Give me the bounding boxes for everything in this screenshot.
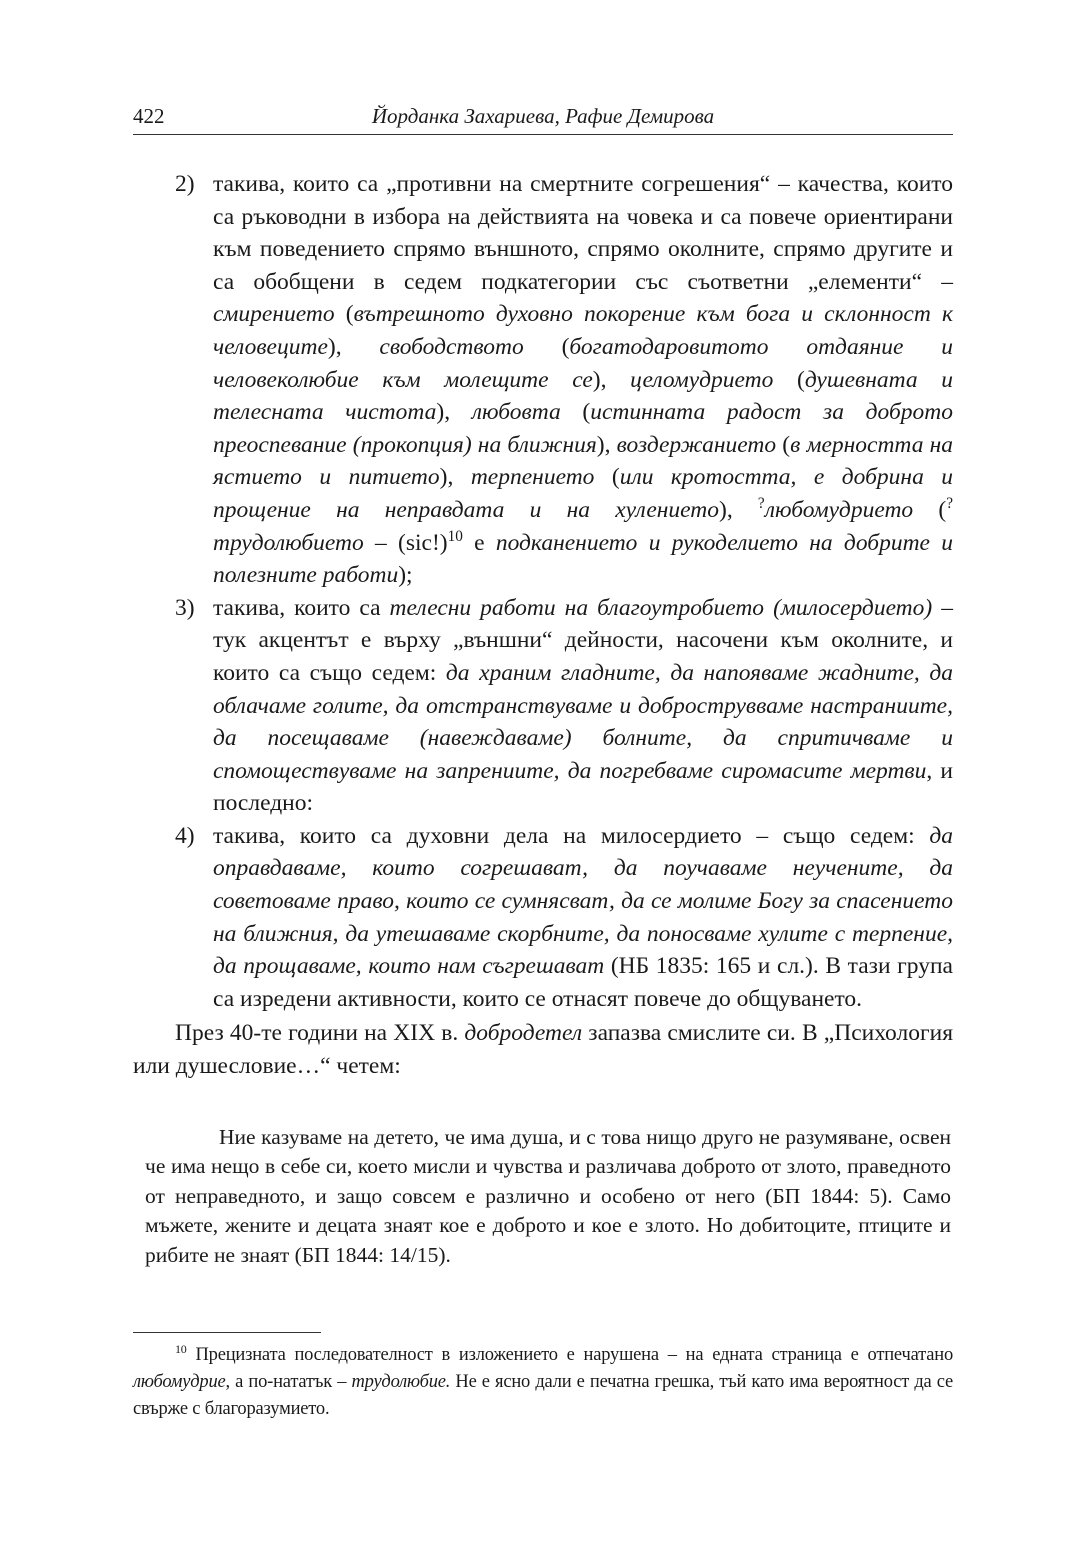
- text-run: Прецизната последователност в изложението е нарушена – на едната страница е отпечатано: [186, 1345, 953, 1365]
- text-run: През 40-те години на XIX в.: [175, 1020, 465, 1047]
- text-run: такива, които са: [213, 594, 390, 621]
- term: любомудрие: [133, 1372, 226, 1392]
- term: трудолюбието: [213, 529, 364, 556]
- list-number: 3): [175, 594, 195, 621]
- main-text: [133, 168, 953, 1270]
- term: трудолюбие.: [351, 1372, 451, 1392]
- running-title: Йорданка Захариева, Рафие Демирова: [371, 104, 715, 128]
- text-run: (: [560, 399, 591, 426]
- text-run: ),: [439, 464, 471, 491]
- quotation-inline: да храним гладните, да напояваме жадните, да облачаме голите, да отстранствуваме и доброструвваме настраниите, да посещаваме (навеждаваме) болните, да спритичваме и спомоществуваме на запрениите, да погребваме сиромасите мертви: [213, 659, 953, 784]
- text-run: (НБ 1835: 165 и сл.). В тази група са изредени активности, които се отнасят повече до общуването.: [213, 953, 953, 1012]
- text-run: ),: [327, 333, 380, 360]
- text-run: – тук акцентът е върху „външни“ дейности, насочени към околните, и които са също седем:: [213, 594, 954, 686]
- text-run: ),: [596, 431, 617, 458]
- list-number: 4): [175, 822, 195, 849]
- gloss: богатодаровитото отдаяние и человеколюбие към молещите се: [213, 333, 954, 393]
- text-run: (: [594, 464, 620, 491]
- text-run: – (sic!): [363, 529, 448, 556]
- text-run: ),: [719, 496, 758, 523]
- text-run: (: [776, 431, 791, 458]
- text-run: такива, които са „противни на смертните согрешения“ – качества, които са ръководни в избора на действията на човека и са повече ориентирани към поведението спрямо външното, спрямо околните, спрямо другите и са обобщени в седем подкатегории със съответни „елементи“ –: [213, 171, 953, 295]
- term: любомудрието: [764, 496, 914, 523]
- text-run: е: [462, 529, 496, 556]
- gloss: подканението и рукоделието на добрите и полезните работи: [213, 529, 953, 589]
- quotation-inline: да оправдаваме, които согрешават, да поучаваме неучените, да советоваме право, които се сумнясват, да се молиме Богу за спасението на ближния, да утешаваме скорбните, да поносваме хулите с терпение, да прощаваме, които нам съгрешават: [213, 822, 953, 980]
- footnote: [133, 1342, 953, 1423]
- footnote-number: 10: [175, 1341, 187, 1356]
- gloss: вътрешното духовно покорение към бога и склонност к человеците: [213, 301, 953, 360]
- body-paragraph: [133, 1017, 953, 1082]
- text-run: запазва смислите си. В „Психология или душесловие…“ четем:: [133, 1020, 953, 1080]
- text-run: Не е ясно дали е печатна грешка, тъй като има вероятност да се свърже с благоразумието.: [133, 1372, 953, 1419]
- query-mark: ?: [757, 495, 765, 513]
- term: воздержанието: [616, 431, 777, 458]
- term: смирението: [213, 301, 335, 328]
- text-run: такива, които са духовни дела на милосердието – също седем:: [213, 822, 930, 849]
- block-quote: Ние казуваме на детето, че има душа, и с това нищо друго не разумяване, освен че има нещо в себе си, което мисли и чувства и различава доброто от злото, праведното от неправедното, и защо совсем е различно и особено от него (БП 1844: 5). Само мъжете, жените и децата знаят кое е доброто и кое е злото. Но добитоците, птиците и рибите не знаят (БП 1844: 14/15).: [145, 1124, 951, 1267]
- query-mark: ?: [946, 495, 953, 513]
- text-run: ),: [436, 399, 472, 426]
- text-run: (: [773, 366, 805, 393]
- gloss: душевната и телесната чистота: [213, 366, 954, 426]
- term: терпението: [470, 464, 595, 491]
- footnote-divider: [133, 1332, 321, 1333]
- running-header: [133, 100, 953, 135]
- list-item-2: [133, 168, 953, 592]
- text-run: );: [398, 562, 413, 589]
- gloss: или кротостта, е добрина и прощение на неправдата и на хулението: [213, 464, 954, 523]
- page-number: 422: [133, 104, 165, 128]
- text-run: , а по-нататък –: [225, 1372, 352, 1392]
- term: любовта: [471, 399, 561, 426]
- text-run: (: [523, 333, 570, 360]
- gloss: в мерността на ястието и питието: [213, 431, 953, 491]
- text-run: , и последно:: [213, 757, 954, 817]
- text-run: (: [334, 301, 354, 328]
- term: добродетел: [464, 1020, 583, 1047]
- list-item-4: [133, 820, 953, 1016]
- term: свободството: [379, 333, 524, 360]
- gloss: истинната радост за доброто преоспевание (прокопция) на ближния: [213, 399, 953, 458]
- list-item-3: [133, 592, 953, 820]
- text-run: (: [913, 496, 947, 523]
- footnote-reference: 10: [447, 527, 463, 545]
- text-run: ),: [592, 366, 631, 393]
- list-number: 2): [175, 171, 195, 197]
- term: телесни работи на благоутробието (милосердието): [389, 594, 933, 621]
- term: целомудрието: [630, 366, 774, 393]
